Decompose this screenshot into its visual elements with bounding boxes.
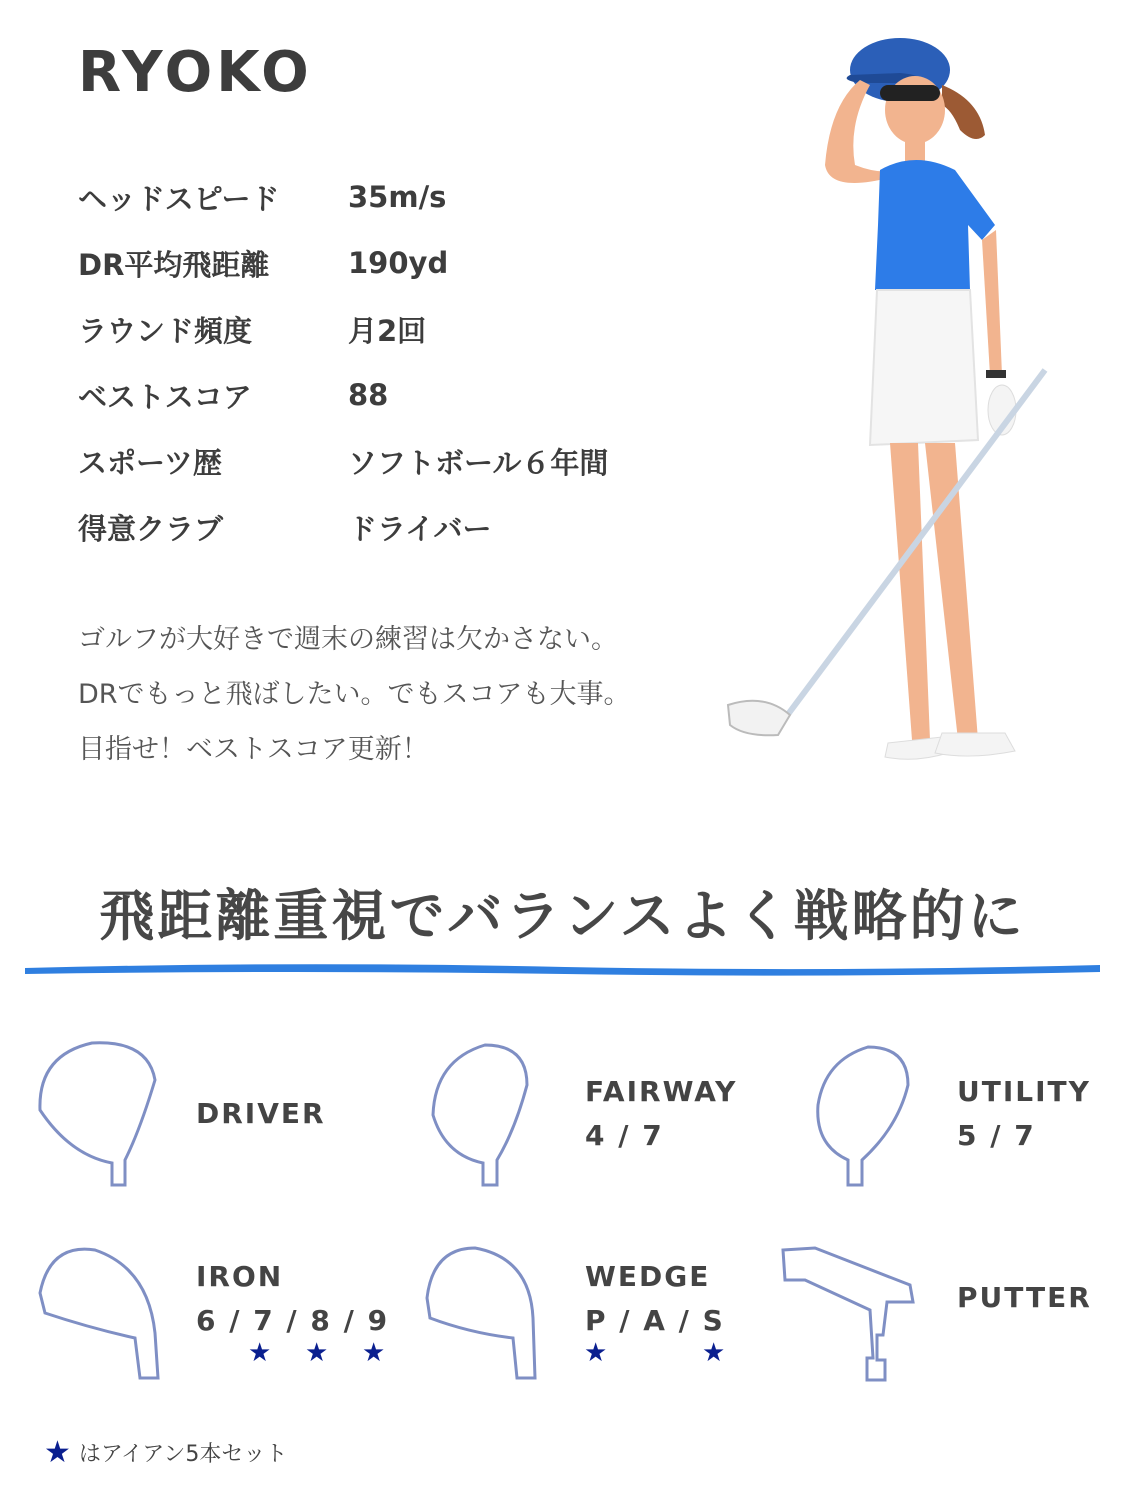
iron-numbers: 6 / 7 / 8 / 9 (196, 1304, 390, 1337)
legend (44, 1435, 287, 1470)
stat-label: ヘッドスピード (78, 181, 280, 216)
bio-line: ゴルフが大好きで週末の練習は欠かさない。 (78, 624, 618, 655)
stat-label: ベストスコア (78, 379, 252, 414)
player-name: RYOKO (78, 40, 313, 105)
utility-head-icon (800, 1035, 940, 1195)
stat-row (78, 230, 608, 296)
utility-numbers: 5 / 7 (957, 1119, 1036, 1152)
putter-head-icon (775, 1240, 920, 1385)
bio (78, 612, 631, 777)
star-icon: ★ (362, 1338, 386, 1368)
star-icon: ★ (248, 1338, 272, 1368)
stat-row (78, 296, 608, 362)
iron-head-icon (30, 1238, 170, 1398)
stat-value: ドライバー (348, 511, 492, 546)
stat-label: 得意クラブ (78, 511, 224, 546)
driver-head-icon (30, 1035, 170, 1195)
stat-value: 190yd (348, 246, 449, 280)
bio-line: DRでもっと飛ばしたい。でもスコアも大事。 (78, 679, 631, 710)
stat-label: DR平均飛距離 (78, 247, 270, 282)
star-icon: ★ (44, 1435, 71, 1470)
stat-value: 88 (348, 378, 389, 412)
fairway-head-icon (415, 1035, 555, 1195)
stats-table (78, 164, 608, 560)
legend-text: はアイアン5本セット (78, 1442, 288, 1467)
fairway-label (585, 1070, 737, 1158)
stat-row (78, 362, 608, 428)
iron-title: IRON (196, 1260, 284, 1293)
golfer-illustration (720, 25, 1080, 765)
fairway-title: FAIRWAY (585, 1075, 738, 1108)
star-icon: ★ (584, 1338, 608, 1368)
stat-label: ラウンド頻度 (78, 313, 253, 348)
stat-value: 35m/s (348, 180, 447, 214)
driver-label: DRIVER (196, 1097, 326, 1130)
stat-row (78, 494, 608, 560)
wedge-letters: P / A / S (585, 1304, 725, 1337)
headline: 飛距離重視でバランスよく戦略的に (99, 884, 1026, 948)
headline-underline (25, 958, 1100, 978)
stat-value: ソフトボール６年間 (348, 445, 609, 480)
stat-value: 月2回 (348, 313, 427, 348)
stat-label: スポーツ歴 (78, 445, 222, 480)
utility-title: UTILITY (957, 1075, 1091, 1108)
wedge-head-icon (415, 1238, 555, 1398)
stat-row (78, 428, 608, 494)
star-icon: ★ (305, 1338, 329, 1368)
iron-label (196, 1255, 389, 1343)
wedge-title: WEDGE (585, 1260, 711, 1293)
stat-row (78, 164, 608, 230)
star-icon: ★ (702, 1338, 726, 1368)
fairway-numbers: 4 / 7 (585, 1119, 664, 1152)
putter-label: PUTTER (957, 1281, 1092, 1314)
wedge-label (585, 1255, 725, 1343)
bio-line: 目指せ！ベストスコア更新！ (78, 734, 429, 765)
utility-label (957, 1070, 1091, 1158)
